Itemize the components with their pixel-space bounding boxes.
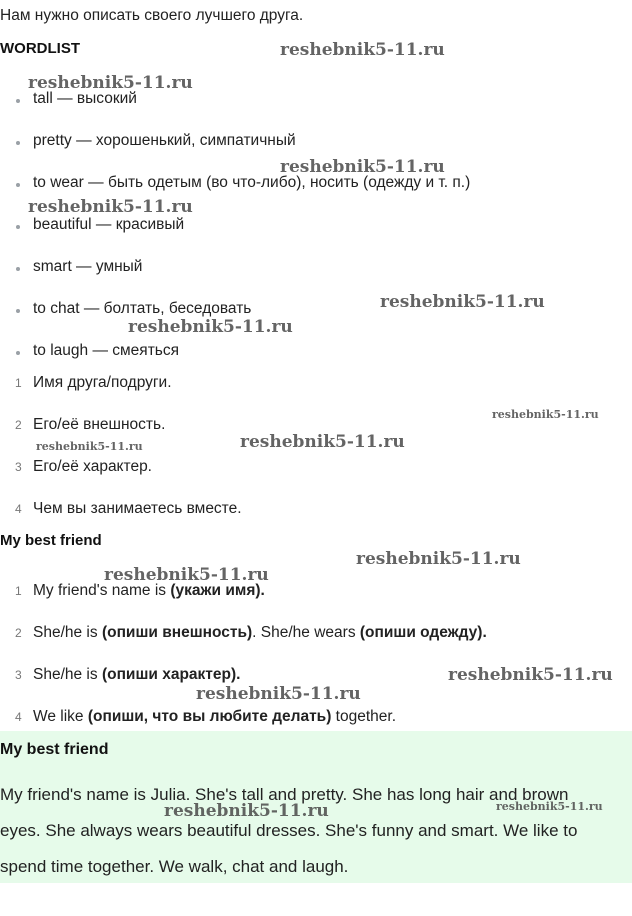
watermark: reshebnik5-11.ru xyxy=(380,292,545,312)
wordlist-title: WORDLIST xyxy=(0,40,80,57)
watermark: reshebnik5-11.ru xyxy=(356,549,521,569)
watermark: reshebnik5-11.ru xyxy=(496,800,603,813)
watermark: reshebnik5-11.ru xyxy=(196,684,361,704)
bullet-icon xyxy=(16,351,20,355)
watermark: reshebnik5-11.ru xyxy=(104,565,269,585)
bullet-icon xyxy=(16,183,20,187)
watermark: reshebnik5-11.ru xyxy=(128,317,293,337)
bullet-icon xyxy=(16,225,20,229)
watermark: reshebnik5-11.ru xyxy=(280,40,445,60)
template-title: My best friend xyxy=(0,532,102,549)
watermark: reshebnik5-11.ru xyxy=(36,440,143,453)
answer-line: My friend's name is Julia. She's tall and pretty. She has long hair and brown xyxy=(0,785,569,804)
answer-line: spend time together. We walk, chat and laugh. xyxy=(0,857,349,876)
intro-text: Нам нужно описать своего лучшего друга. xyxy=(0,7,304,24)
watermark: reshebnik5-11.ru xyxy=(280,157,445,177)
watermark: reshebnik5-11.ru xyxy=(28,73,193,93)
watermark: reshebnik5-11.ru xyxy=(448,665,613,685)
answer-title: My best friend xyxy=(0,741,109,758)
watermark: reshebnik5-11.ru xyxy=(240,432,405,452)
watermark: reshebnik5-11.ru xyxy=(492,408,599,421)
answer-line: eyes. She always wears beautiful dresses. She's funny and smart. We like to xyxy=(0,821,578,840)
bullet-icon xyxy=(16,99,20,103)
bullet-icon xyxy=(16,309,20,313)
watermark: reshebnik5-11.ru xyxy=(164,801,329,821)
bullet-icon xyxy=(16,267,20,271)
bullet-icon xyxy=(16,141,20,145)
watermark: reshebnik5-11.ru xyxy=(28,197,193,217)
